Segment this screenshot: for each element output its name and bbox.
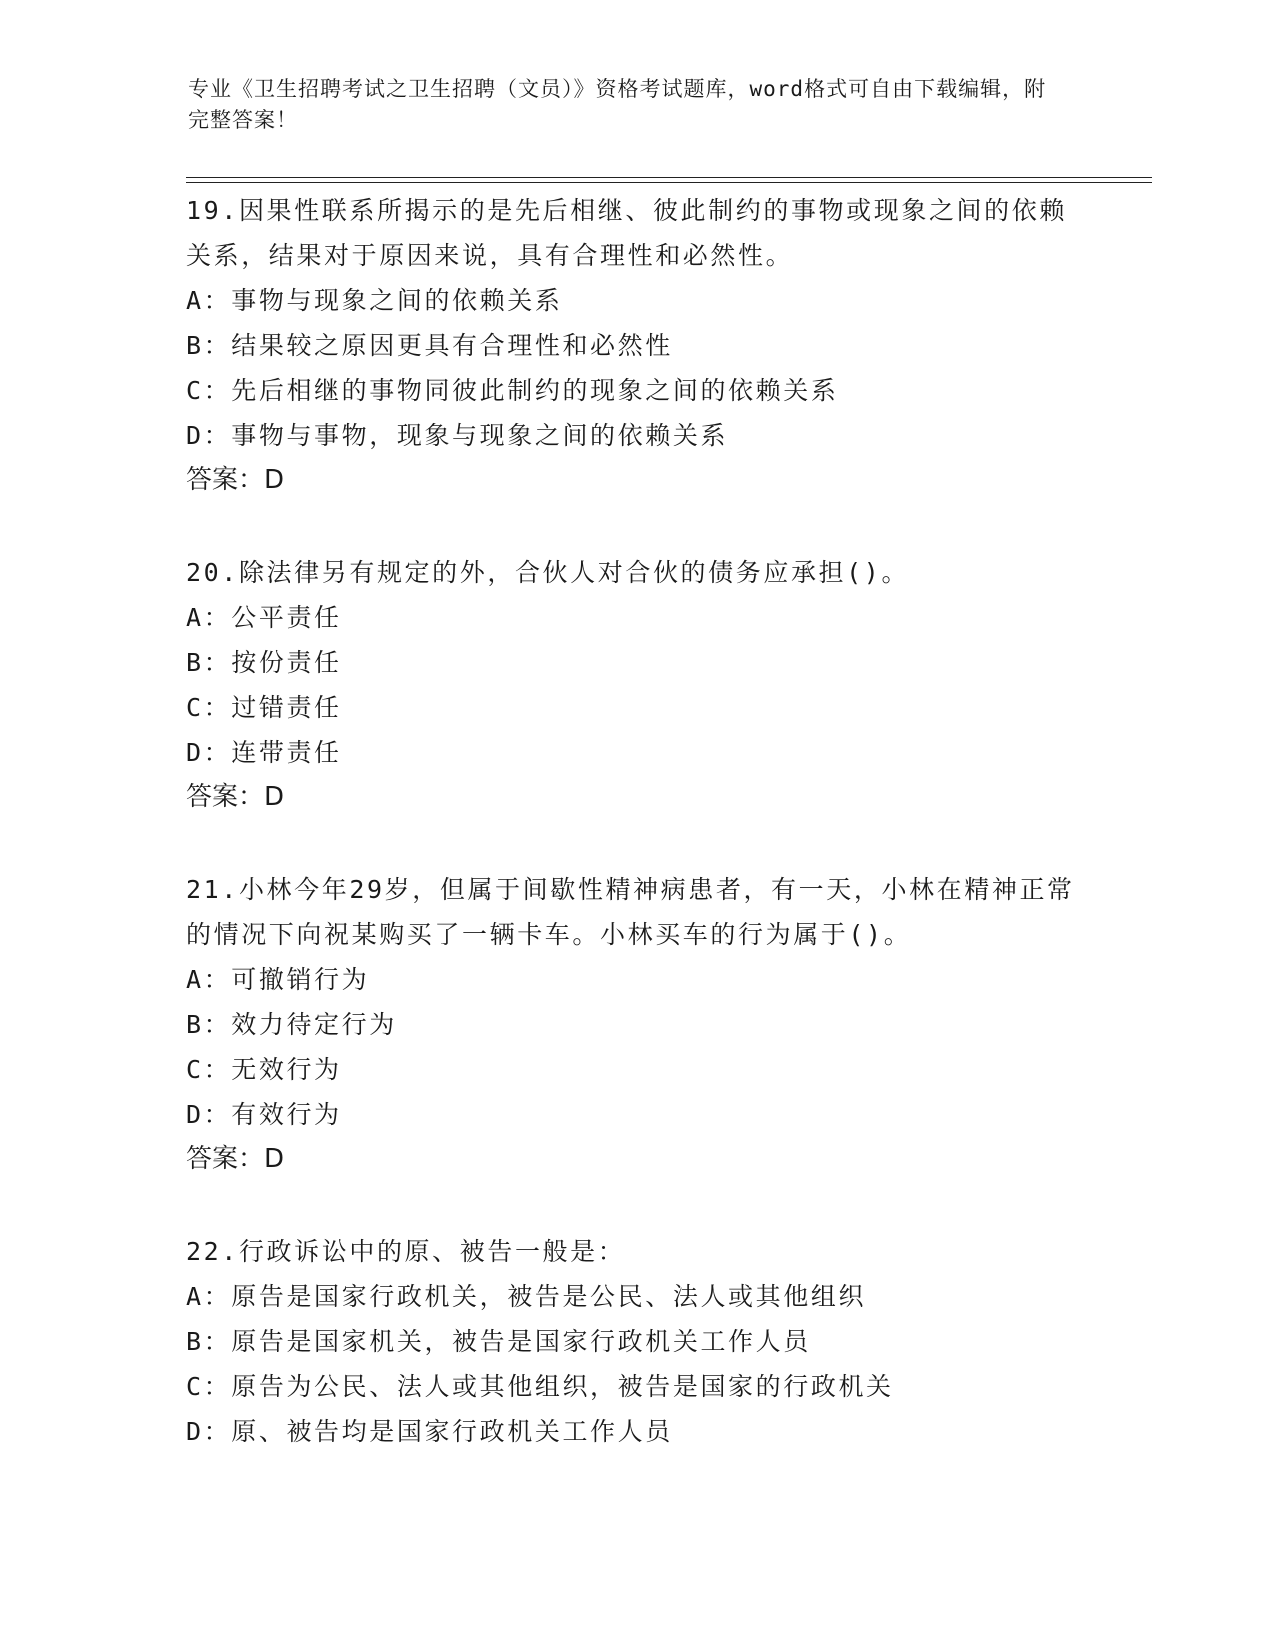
option-a: A：事物与现象之间的依赖关系 [186, 286, 563, 315]
option-c: C：无效行为 [186, 1055, 342, 1084]
option-c: C：过错责任 [186, 693, 342, 722]
option-b: B：结果较之原因更具有合理性和必然性 [186, 331, 673, 360]
option-d: D：原、被告均是国家行政机关工作人员 [186, 1417, 673, 1446]
answer-line: 答案：D [186, 1144, 285, 1174]
option-d: D：事物与事物，现象与现象之间的依赖关系 [186, 421, 729, 450]
question-stem: 21.小林今年29岁，但属于间歇性精神病患者，有一天，小林在精神正常的情况下向祝某购买了一辆卡车。小林买车的行为属于()。 [186, 875, 1075, 949]
option-c: C：原告为公民、法人或其他组织，被告是国家的行政机关 [186, 1372, 894, 1401]
option-b: B：按份责任 [186, 648, 342, 677]
option-b: B：效力待定行为 [186, 1010, 397, 1039]
question-19 [186, 188, 1086, 503]
question-stem: 22.行政诉讼中的原、被告一般是： [186, 1237, 626, 1266]
option-c: C：先后相继的事物同彼此制约的现象之间的依赖关系 [186, 376, 839, 405]
question-list [186, 188, 1086, 1454]
document-header: 专业《卫生招聘考试之卫生招聘（文员）》资格考试题库，word格式可自由下载编辑，附完整答案！ [188, 77, 1047, 132]
option-a: A：可撤销行为 [186, 965, 370, 994]
question-stem: 19.因果性联系所揭示的是先后相继、彼此制约的事物或现象之间的依赖关系，结果对于原因来说，具有合理性和必然性。 [186, 196, 1067, 270]
option-d: D：连带责任 [186, 738, 342, 767]
question-20 [186, 550, 1086, 820]
header-rule-bottom [186, 182, 1152, 183]
option-d: D：有效行为 [186, 1100, 342, 1129]
header-rule-top [186, 177, 1152, 178]
question-22 [186, 1229, 1086, 1454]
answer-line: 答案：D [186, 782, 285, 812]
option-a: A：公平责任 [186, 603, 342, 632]
question-stem: 20.除法律另有规定的外，合伙人对合伙的债务应承担()。 [186, 558, 910, 587]
option-b: B：原告是国家机关，被告是国家行政机关工作人员 [186, 1327, 811, 1356]
question-21 [186, 867, 1086, 1182]
option-a: A：原告是国家行政机关，被告是公民、法人或其他组织 [186, 1282, 867, 1311]
answer-line: 答案：D [186, 465, 285, 495]
